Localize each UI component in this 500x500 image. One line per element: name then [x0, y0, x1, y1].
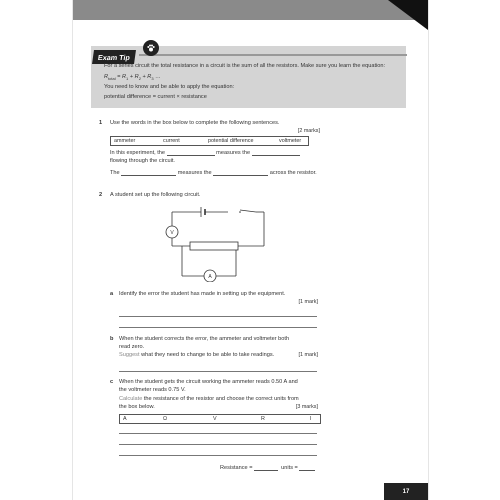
q2a-label: a	[110, 291, 114, 297]
units-blank[interactable]	[299, 470, 315, 471]
q2b-marks: [1 mark]	[298, 352, 318, 358]
q1-number: 1	[99, 120, 103, 126]
answer-blank[interactable]	[121, 175, 176, 176]
q2b-text1: When the student corrects the error, the ammeter and voltmeter both	[119, 336, 290, 342]
q2-prompt: A student set up the following circuit.	[110, 192, 201, 198]
exam-tip-line4: potential difference = current × resistance	[104, 94, 207, 100]
voltmeter-label: V	[170, 230, 174, 236]
q1-word: voltmeter	[279, 137, 302, 144]
unit-option: I	[310, 415, 312, 422]
q1-word-box	[110, 136, 309, 146]
answer-blank[interactable]	[167, 155, 215, 156]
q1-word: current	[163, 137, 180, 144]
answer-line[interactable]	[119, 371, 317, 372]
exam-tip-line3: You need to know and be able to apply the equation:	[104, 84, 235, 90]
unit-option: V	[213, 415, 217, 422]
answer-blank[interactable]	[252, 155, 300, 156]
resistance-blank[interactable]	[254, 470, 278, 471]
header-bar	[73, 0, 428, 20]
exam-tip-equation: $R_{total} = R_1 + R_2 + R_3$ …	[104, 74, 161, 82]
q1-prompt: Use the words in the box below to complete the following sentences.	[110, 120, 280, 126]
q2c-label: c	[110, 379, 114, 385]
q1-sentence2: The measures the across the resistor.	[110, 170, 317, 176]
q2b-text2: read zero.	[119, 344, 145, 350]
answer-line[interactable]	[119, 316, 317, 317]
unit-option: R	[261, 415, 265, 422]
answer-line[interactable]	[119, 327, 317, 328]
q2c-unit-box	[119, 414, 321, 424]
unit-option: A	[123, 415, 127, 422]
exam-tip-line1: For a series circuit the total resistance in a circuit is the sum of all the resistors. Make sure you learn the equation:	[104, 63, 386, 69]
q2c-answer-row: Resistance = units =	[220, 465, 315, 471]
q2b-label: b	[110, 336, 114, 342]
ammeter-label: A	[208, 274, 212, 280]
page-number: 17	[384, 483, 428, 500]
circuit-diagram	[160, 202, 275, 282]
exam-tip-rule	[139, 54, 407, 56]
q2c-text4: the box below.	[119, 404, 155, 410]
q2c-text1: When the student gets the circuit working the ammeter reads 0.50 A and	[119, 379, 298, 385]
answer-line[interactable]	[119, 455, 317, 456]
resistor	[190, 242, 238, 250]
q1-marks: [2 marks]	[297, 128, 320, 134]
answer-line[interactable]	[119, 433, 317, 434]
answer-line[interactable]	[119, 444, 317, 445]
q2-number: 2	[99, 192, 103, 198]
q1-sentence1: In this experiment, the measures the	[110, 150, 300, 156]
corner-tab	[388, 0, 428, 30]
q2a-text: Identify the error the student has made in setting up the equipment.	[119, 291, 286, 297]
answer-blank[interactable]	[213, 175, 268, 176]
exam-tip-label: Exam Tip	[92, 50, 136, 64]
paw-icon	[143, 40, 159, 56]
unit-option: Ω	[163, 415, 168, 422]
q1-word: ammeter	[114, 137, 136, 144]
q2c-text3: Calculate the resistance of the resistor and choose the correct units from	[119, 396, 299, 402]
q2a-marks: [1 mark]	[298, 299, 318, 305]
q1-word: potential difference	[208, 137, 254, 144]
switch-contact	[239, 211, 241, 213]
q2c-marks: [3 marks]	[295, 404, 318, 410]
q2b-text3: Suggest what they need to change to be able to take readings.	[119, 352, 275, 358]
q2c-text2: the voltmeter reads 0.75 V.	[119, 387, 186, 393]
q1-sentence1-end: flowing through the circuit.	[110, 158, 175, 164]
